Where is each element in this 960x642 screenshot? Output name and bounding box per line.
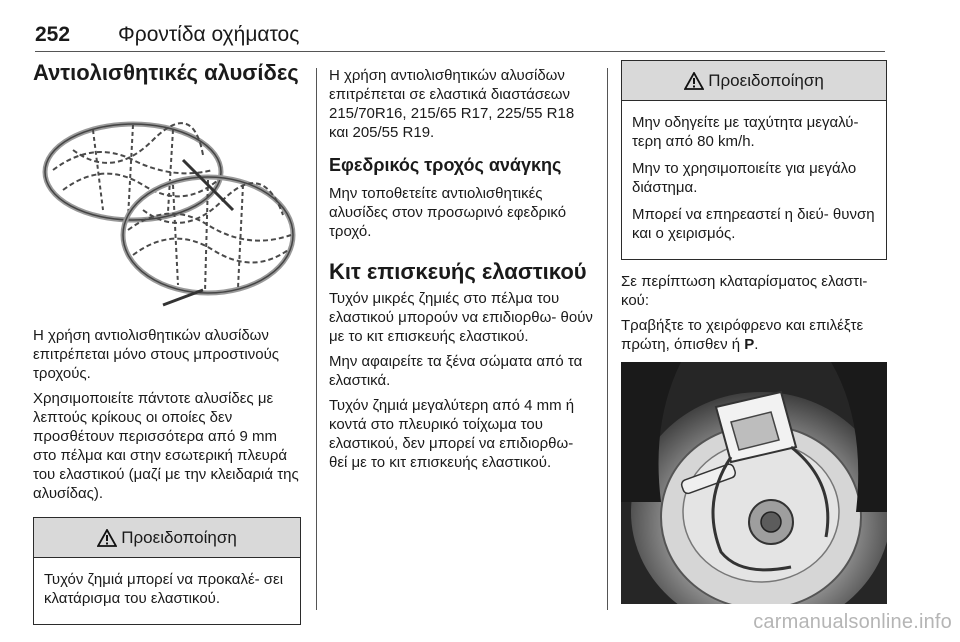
warning-text: Μην το χρησιμοποιείτε για μεγάλο διάστημα. (632, 160, 857, 196)
section-title-tyre-repair-kit: Κιτ επισκευής ελαστικού (329, 259, 587, 284)
paragraph: Χρησιμοποιείτε πάντοτε αλυσίδες με λεπτούς κρίκους οι οποίες δεν προσθέτουν περισσότερα από 9 mm στο πέλμα και στην εσωτερική πλευρά του ελαστικού (μαζί με την κλειδαριά της αλυσίδας). (33, 390, 299, 502)
warning-box (621, 60, 887, 260)
warning-text: Μην οδηγείτε με ταχύτητα μεγαλύ- τερη από 80 km/h. (632, 114, 859, 150)
paragraph: Τυχόν ζημιά μεγαλύτερη από 4 mm ή κοντά στο πλευρικό τοίχωμα του ελαστικού, δεν μπορεί να επιδιορθω- θεί με το κιτ επισκευής ελαστικού. (329, 397, 575, 471)
gear-position-label: P (744, 336, 755, 353)
page-header (35, 20, 885, 52)
warning-triangle-icon (684, 72, 704, 90)
snow-chains-drawing (33, 100, 301, 310)
subsection-title-spare-wheel: Εφεδρικός τροχός ανάγκης (329, 155, 562, 175)
spare-wheel-well-illustration (621, 362, 887, 604)
paragraph: Σε περίπτωση κλαταρίσματος ελαστι- κού: (621, 273, 868, 309)
paragraph-text: Τραβήξτε το χειρόφρενο και επιλέξτε πρώτη, όπισθεν ή (621, 317, 864, 353)
column-1 (33, 60, 301, 625)
warning-title: Προειδοποίηση (708, 70, 824, 90)
warning-text: Τυχόν ζημιά μπορεί να προκαλέ- σει κλατάρισμα του ελαστικού. (44, 571, 284, 607)
warning-triangle-icon (97, 529, 117, 547)
paragraph: Μην τοποθετείτε αντιολισθητικές αλυσίδες στον προσωρινό εφεδρικό τροχό. (329, 185, 567, 240)
warning-body (622, 101, 886, 259)
page-number: 252 (35, 23, 71, 46)
column-3 (621, 60, 887, 604)
paragraph-text: . (754, 336, 759, 353)
warning-header (622, 61, 886, 101)
spare-wheel-well-drawing (621, 362, 887, 604)
warning-body (34, 558, 300, 624)
column-divider (316, 68, 317, 610)
paragraph: Μην αφαιρείτε τα ξένα σώματα από τα ελαστικά. (329, 353, 583, 389)
column-divider (607, 68, 608, 610)
snow-chains-illustration (33, 100, 301, 310)
column-2 (329, 66, 593, 478)
page-title: Φροντίδα οχήματος (118, 23, 300, 46)
section-title-snow-chains: Αντιολισθητικές αλυσίδες (33, 60, 299, 85)
warning-header (34, 518, 300, 558)
paragraph: Η χρήση αντιολισθητικών αλυσίδων επιτρέπεται σε ελαστικά διαστάσεων 215/70R16, 215/65 R17, 225/55 R18 και 205/55 R19. (329, 67, 575, 141)
warning-box (33, 517, 301, 625)
paragraph: Η χρήση αντιολισθητικών αλυσίδων επιτρέπεται μόνο στους μπροστινούς τροχούς. (33, 327, 279, 382)
paragraph (621, 316, 887, 354)
warning-text: Μπορεί να επηρεαστεί η διεύ- θυνση και ο χειρισμός. (632, 206, 875, 242)
warning-title: Προειδοποίηση (121, 527, 237, 547)
paragraph: Τυχόν μικρές ζημιές στο πέλμα του ελαστικού μπορούν να επιδιορθω- θούν με το κιτ επισκευής ελαστικού. (329, 290, 593, 345)
watermark: carmanualsonline.info (753, 611, 952, 633)
